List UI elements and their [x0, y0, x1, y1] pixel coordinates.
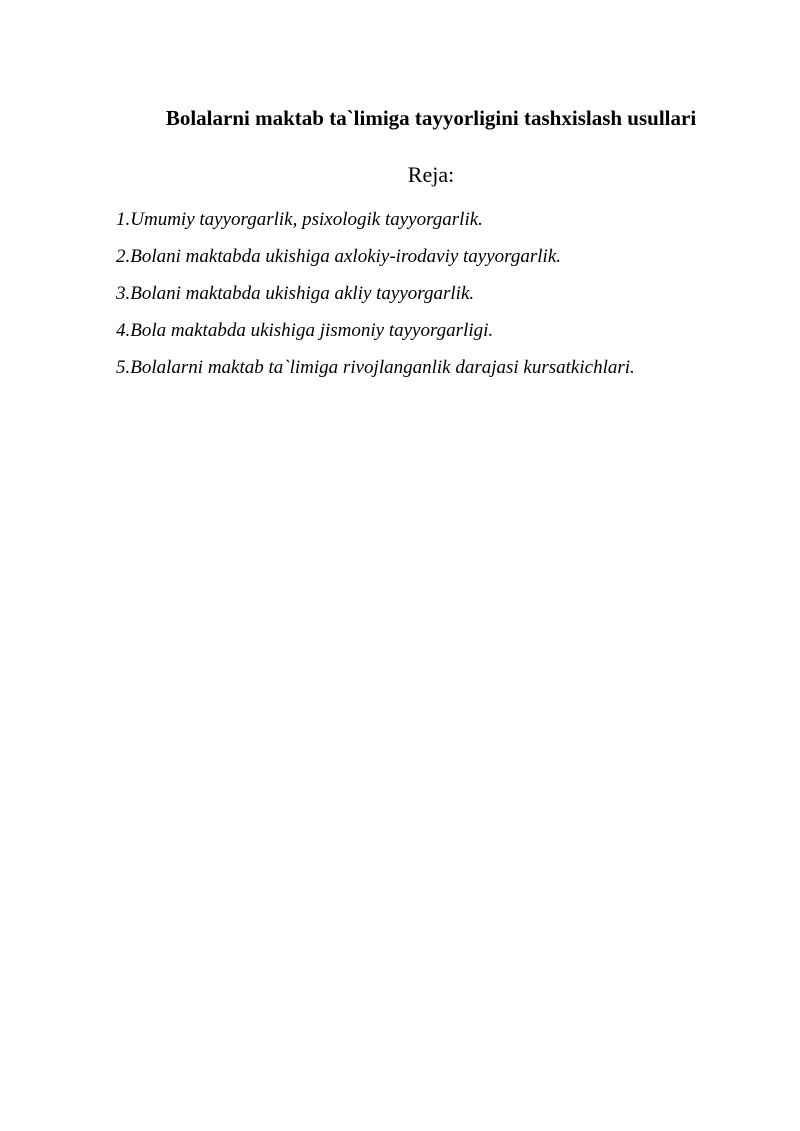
plan-item: 3.Bolani maktabda ukishiga akliy tayyorgarlik.	[116, 283, 475, 304]
plan-item: 2.Bolani maktabda ukishiga axlokiy-irodaviy tayyorgarlik.	[116, 246, 561, 267]
plan-list	[116, 207, 756, 392]
plan-item: 1.Umumiy tayyorgarlik, psixologik tayyorgarlik.	[116, 209, 483, 230]
plan-item: 5.Bolalarni maktab ta`limiga rivojlanganlik darajasi kursatkichlari.	[116, 357, 635, 378]
plan-heading: Reja:	[407, 162, 455, 187]
document-title: Bolalarni maktab ta`limiga tayyorligini tashxislash usullari	[165, 106, 697, 130]
plan-item: 4.Bola maktabda ukishiga jismoniy tayyorgarligi.	[116, 320, 494, 341]
